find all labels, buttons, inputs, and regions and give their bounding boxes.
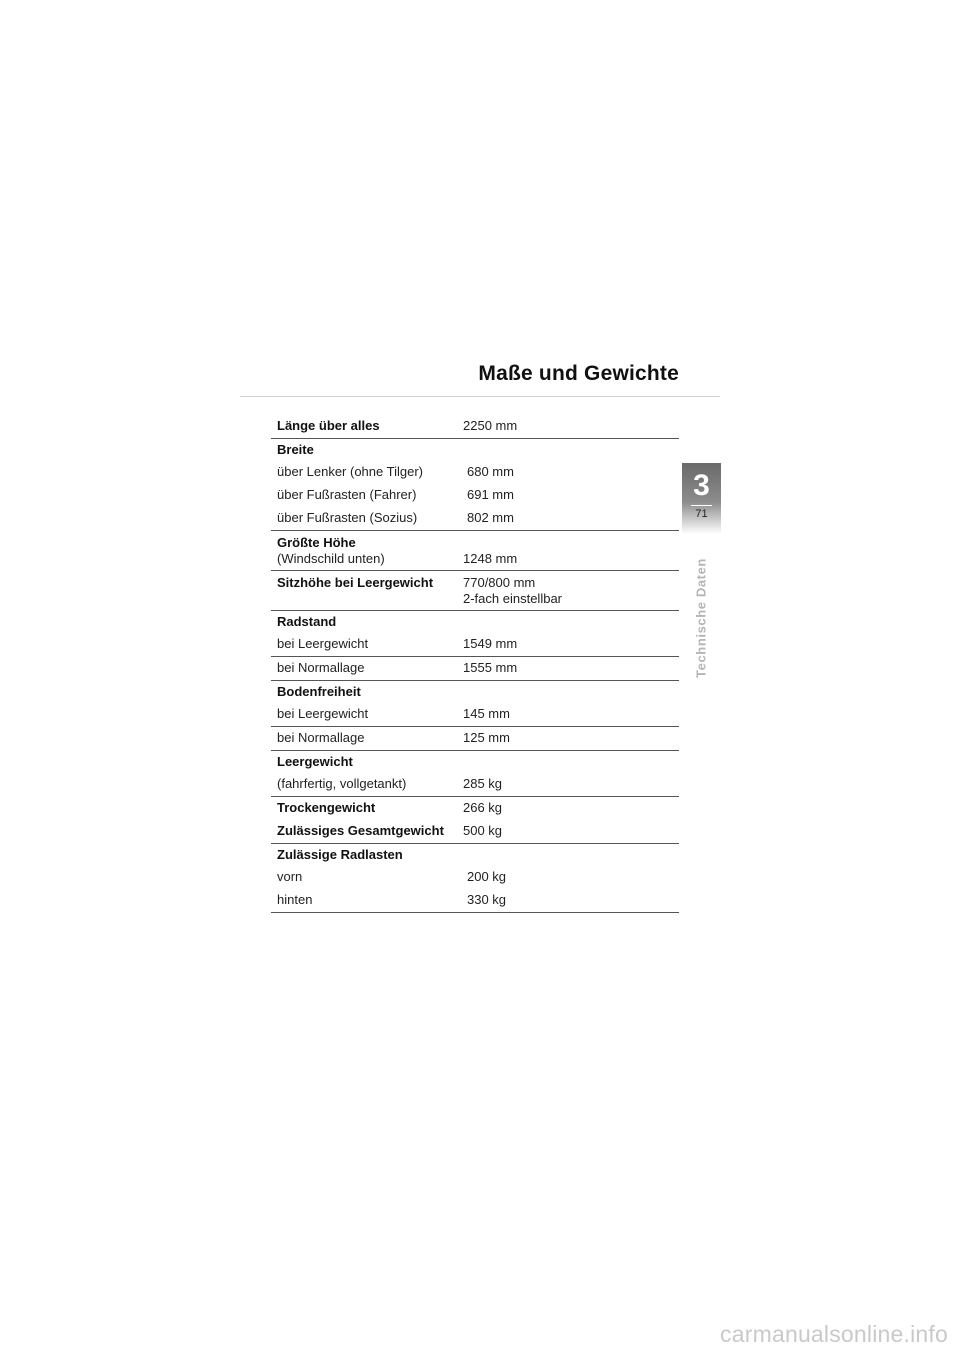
spec-label: (fahrfertig, vollgetankt) [277, 776, 407, 792]
chapter-tab-divider [691, 505, 712, 506]
spec-heading: Bodenfreiheit [277, 683, 361, 699]
spec-label: über Fußrasten (Fahrer) [277, 487, 417, 503]
spec-row [271, 461, 679, 484]
spec-group-length [271, 415, 679, 439]
spec-label: Länge über alles [277, 418, 380, 433]
spec-label: (Windschild unten) [277, 550, 385, 566]
spec-label: vorn [277, 869, 303, 885]
spec-value: 802 mm [467, 509, 514, 525]
spec-label: bei Leergewicht [277, 636, 369, 652]
spec-group-weights [271, 797, 679, 843]
spec-value: 691 mm [467, 487, 514, 503]
spec-value: 266 kg [463, 800, 503, 816]
spec-value: 500 kg [463, 822, 503, 838]
title-divider [240, 396, 720, 397]
spec-heading: Radstand [277, 613, 337, 629]
spec-row [271, 633, 679, 656]
spec-heading-row [271, 611, 679, 634]
spec-heading-row [271, 751, 679, 774]
spec-value: 1555 mm [463, 659, 518, 675]
chapter-side-label: Technische Daten [693, 558, 709, 678]
spec-label: hinten [277, 891, 313, 907]
spec-value: 680 mm [467, 464, 514, 480]
spec-value: 770/800 mm [463, 574, 536, 590]
spec-group-height [271, 531, 679, 571]
chapter-number: 3 [693, 469, 710, 502]
spec-row [271, 889, 679, 912]
spec-heading-row [271, 681, 679, 704]
spec-value: 330 kg [467, 891, 507, 907]
spec-group-wheel-loads [271, 844, 679, 913]
spec-heading-row [271, 535, 679, 551]
spec-value: 1549 mm [463, 636, 518, 652]
page-title: Maße und Gewichte [478, 362, 679, 385]
spec-label: bei Normallage [277, 659, 365, 675]
spec-row [271, 657, 679, 680]
spec-row [271, 551, 679, 567]
chapter-tab [682, 463, 721, 534]
spec-value: 125 mm [463, 730, 510, 746]
page-number: 71 [695, 508, 708, 520]
spec-row [271, 820, 679, 843]
spec-heading: Breite [277, 441, 314, 457]
spec-label: bei Normallage [277, 730, 365, 746]
spec-label: bei Leergewicht [277, 706, 369, 722]
spec-heading: Zulässige Radlasten [277, 846, 403, 862]
spec-group-wheelbase [271, 611, 679, 681]
spec-row [271, 575, 679, 607]
spec-label: Trockengewicht [277, 800, 376, 816]
spec-group-empty-weight [271, 751, 679, 797]
spec-note: 2-fach einstellbar [463, 590, 562, 606]
spec-value: 2250 mm [463, 418, 518, 433]
spec-label: Zulässiges Gesamtgewicht [277, 822, 444, 838]
spec-value: 200 kg [467, 869, 507, 885]
spec-row [271, 703, 679, 726]
spec-group-ground-clearance [271, 681, 679, 751]
spec-label: über Fußrasten (Sozius) [277, 509, 418, 525]
spec-value-stack [463, 575, 562, 607]
spec-value: 285 kg [463, 776, 503, 792]
spec-heading-row [271, 439, 679, 462]
spec-row [271, 773, 679, 796]
spec-label: Sitzhöhe bei Leergewicht [277, 574, 434, 590]
spec-heading-row [271, 844, 679, 867]
watermark: carmanualsonline.info [720, 1321, 948, 1347]
spec-row [271, 727, 679, 750]
spec-row [271, 797, 679, 820]
spec-label: über Lenker (ohne Tilger) [277, 464, 423, 480]
spec-value: 1248 mm [463, 550, 518, 566]
spec-row [271, 866, 679, 889]
spec-group-seat-height [271, 571, 679, 611]
spec-value: 145 mm [463, 706, 510, 722]
spec-row [271, 484, 679, 507]
spec-group-width [271, 439, 679, 531]
spec-heading: Leergewicht [277, 753, 353, 769]
spec-row [271, 415, 679, 438]
specs-table [271, 415, 679, 913]
spec-heading: Größte Höhe [277, 534, 356, 550]
spec-row [271, 507, 679, 530]
